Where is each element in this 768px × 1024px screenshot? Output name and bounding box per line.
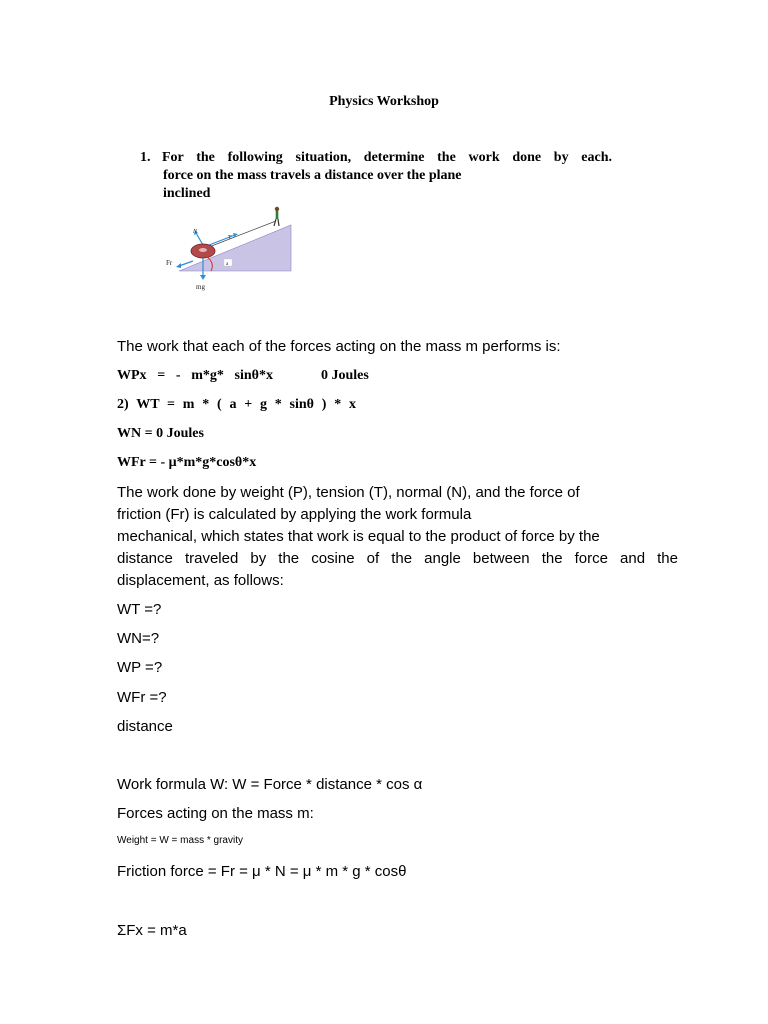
question-line-1: For the following situation, determine the work done by each. (162, 150, 612, 165)
friction-arrowhead (176, 263, 181, 268)
formula-wpx-result: 0 Joules (321, 368, 369, 383)
explanation-line-3: mechanical, which states that work is equal to the product of force by the (117, 528, 600, 545)
angle-label: a (226, 262, 229, 267)
explanation-line-4: distance traveled by the cosine of the angle between the force and the (117, 550, 678, 567)
gravity-label: mg (196, 283, 205, 291)
work-formula: Work formula W: W = Force * distance * cos α (117, 776, 423, 793)
explanation-line-2: friction (Fr) is calculated by applying the work formula (117, 506, 472, 523)
unknown-wfr: WFr =? (117, 689, 167, 706)
formula-wn: WN = 0 Joules (117, 426, 204, 441)
formula-wt: 2) WT = m * ( a + g * sinθ ) * x (117, 397, 356, 412)
person-head (275, 207, 279, 211)
person-leg-left (274, 219, 276, 226)
formula-wfr: WFr = - μ*m*g*cosθ*x (117, 455, 257, 470)
explanation-line-5: displacement, as follows: (117, 572, 284, 589)
unknown-wn: WN=? (117, 630, 160, 647)
tension-label: T (228, 235, 232, 241)
formula-wpx: WPx = - m*g* sinθ*x (117, 368, 273, 383)
weight-formula: Weight = W = mass * gravity (117, 835, 243, 846)
normal-label: N (193, 229, 198, 235)
explanation-line-1: The work done by weight (P), tension (T), normal (N), and the force of (117, 484, 580, 501)
page-title: Physics Workshop (329, 94, 439, 109)
normal-arrow (196, 233, 203, 245)
unknown-wt: WT =? (117, 601, 162, 618)
question-line-3: inclined (163, 186, 211, 201)
inclined-plane-figure (163, 203, 305, 303)
intro-text: The work that each of the forces acting on the mass m performs is: (117, 338, 561, 355)
question-number: 1. (140, 150, 151, 165)
sum-fx-formula: ΣFx = m*a (117, 922, 187, 939)
person-leg-right (278, 219, 279, 226)
question-line-2: force on the mass travels a distance over the plane (163, 168, 462, 183)
friction-arrow (179, 261, 193, 266)
mass-block-hole (199, 248, 207, 252)
unknown-wp: WP =? (117, 659, 163, 676)
friction-formula: Friction force = Fr = μ * N = μ * m * g * cosθ (117, 863, 407, 880)
friction-label: Fr (166, 259, 173, 267)
gravity-arrowhead (200, 275, 206, 280)
forces-heading: Forces acting on the mass m: (117, 805, 314, 822)
unknown-distance: distance (117, 718, 173, 735)
